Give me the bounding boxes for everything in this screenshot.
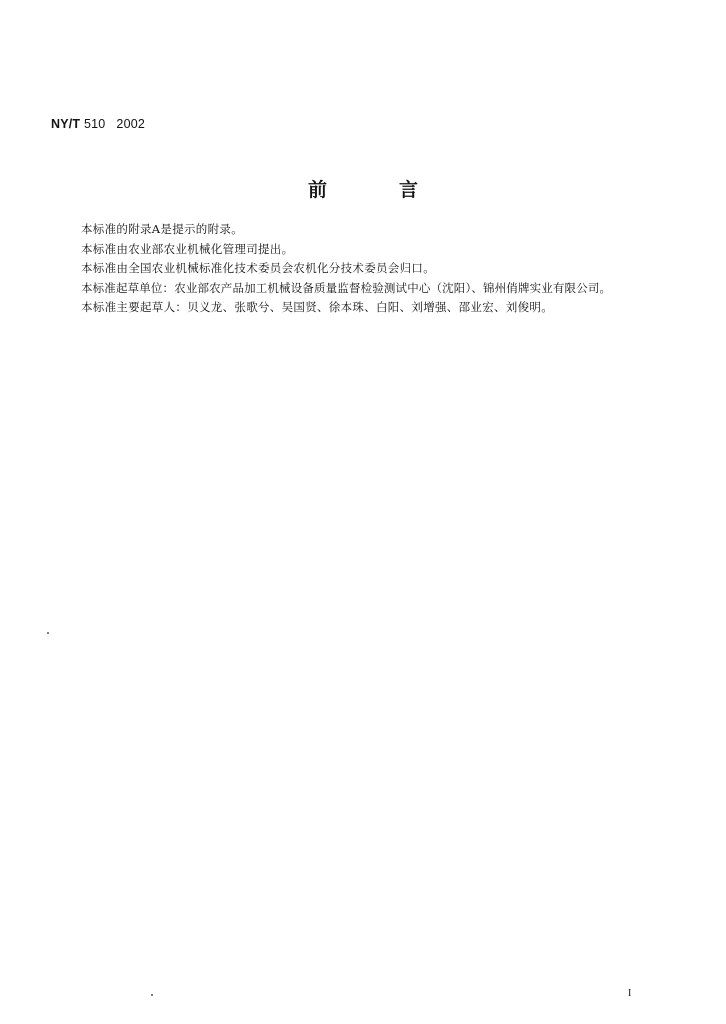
- paragraph-drafting-units: 本标准起草单位：农业部农产品加工机械设备质量监督检验测试中心（沈阳）、锦州俏牌实业有限公司。: [81, 280, 612, 295]
- page-number: I: [628, 988, 632, 999]
- paragraph-administrator: 本标准由全国农业机械标准化技术委员会农机化分技术委员会归口。: [81, 261, 435, 276]
- standard-code-prefix: NY/T: [51, 117, 81, 131]
- scan-speck: [47, 632, 49, 634]
- title-char-2: 言: [399, 179, 419, 201]
- paragraph-appendix: 本标准的附录A是提示的附录。: [81, 222, 244, 236]
- paragraph-drafters: 本标准主要起草人：贝义龙、张歌兮、吴国贤、徐本珠、白阳、刘增强、邵业宏、刘俊明。: [81, 300, 553, 315]
- standard-code-number: 510 2002: [80, 117, 146, 131]
- foreword-body: [51, 220, 663, 318]
- page-title: [0, 175, 726, 202]
- paragraph-proposer: 本标准由农业部农业机械化管理司提出。: [81, 241, 294, 256]
- standard-code: [51, 117, 145, 131]
- scan-speck: [151, 994, 153, 996]
- title-char-1: 前: [307, 179, 327, 201]
